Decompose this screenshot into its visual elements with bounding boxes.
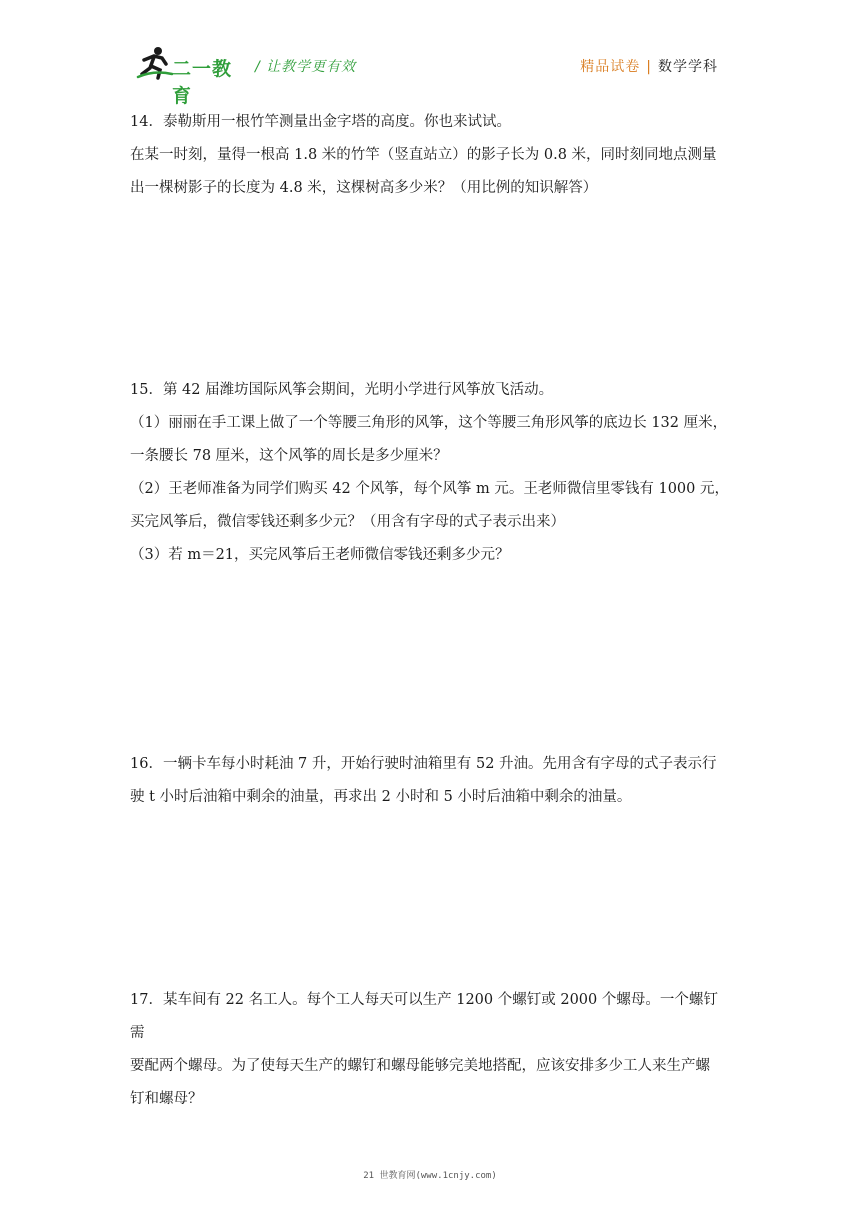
question-line: 一条腰长 78 厘米，这个风筝的周长是多少厘米？ <box>130 448 448 464</box>
question-line: 驶 t 小时后油箱中剩余的油量，再求出 2 小时和 5 小时后油箱中剩余的油量。 <box>130 789 632 805</box>
question-line: 出一棵树影子的长度为 4.8 米，这棵树高多少米？（用比例的知识解答） <box>130 180 598 196</box>
question-title: 14．泰勒斯用一根竹竿测量出金字塔的高度。你也来试试。 <box>130 114 511 130</box>
header-tags <box>580 56 718 76</box>
sub-question-1: （1）丽丽在手工课上做了一个等腰三角形的风筝，这个等腰三角形风筝的底边长 132 厘米， <box>130 415 728 431</box>
page-header <box>0 0 860 107</box>
question-16 <box>130 748 732 814</box>
slogan: / 让教学更有效 <box>255 59 357 75</box>
logo <box>136 44 246 107</box>
question-title: 16．一辆卡车每小时耗油 7 升，开始行驶时油箱里有 52 升油。先用含有字母的式子表示行 <box>130 756 717 772</box>
logo-text: 二一教育 <box>172 58 233 107</box>
runner-logo-icon <box>136 44 176 80</box>
page-footer: 21 世教育网(www.1cnjy.com) <box>363 1171 497 1181</box>
sub-question-3: （3）若 m＝21，买完风筝后王老师微信零钱还剩多少元？ <box>130 547 510 563</box>
question-title: 15．第 42 届潍坊国际风筝会期间，光明小学进行风筝放飞活动。 <box>130 382 554 398</box>
sub-question-2: （2）王老师准备为同学们购买 42 个风筝，每个风筝 m 元。王老师微信里零钱有 1000 元， <box>130 481 729 497</box>
tag-subject: 数学学科 <box>658 59 718 75</box>
question-line: 钉和螺母？ <box>130 1091 203 1107</box>
tag-separator: | <box>646 59 652 75</box>
question-14 <box>130 106 732 205</box>
question-17 <box>130 984 732 1116</box>
tag-premium-paper: 精品试卷 <box>580 59 641 75</box>
question-line: 要配两个螺母。为了使每天生产的螺钉和螺母能够完美地搭配，应该安排多少工人来生产螺 <box>130 1058 710 1074</box>
question-line: 买完风筝后，微信零钱还剩多少元？（用含有字母的式子表示出来） <box>130 514 565 530</box>
question-15 <box>130 374 732 572</box>
question-title: 17．某车间有 22 名工人。每个工人每天可以生产 1200 个螺钉或 2000 个螺母。一个螺钉需 <box>130 992 718 1041</box>
question-line: 在某一时刻，量得一根高 1.8 米的竹竿（竖直站立）的影子长为 0.8 米，同时刻同地点测量 <box>130 147 717 163</box>
